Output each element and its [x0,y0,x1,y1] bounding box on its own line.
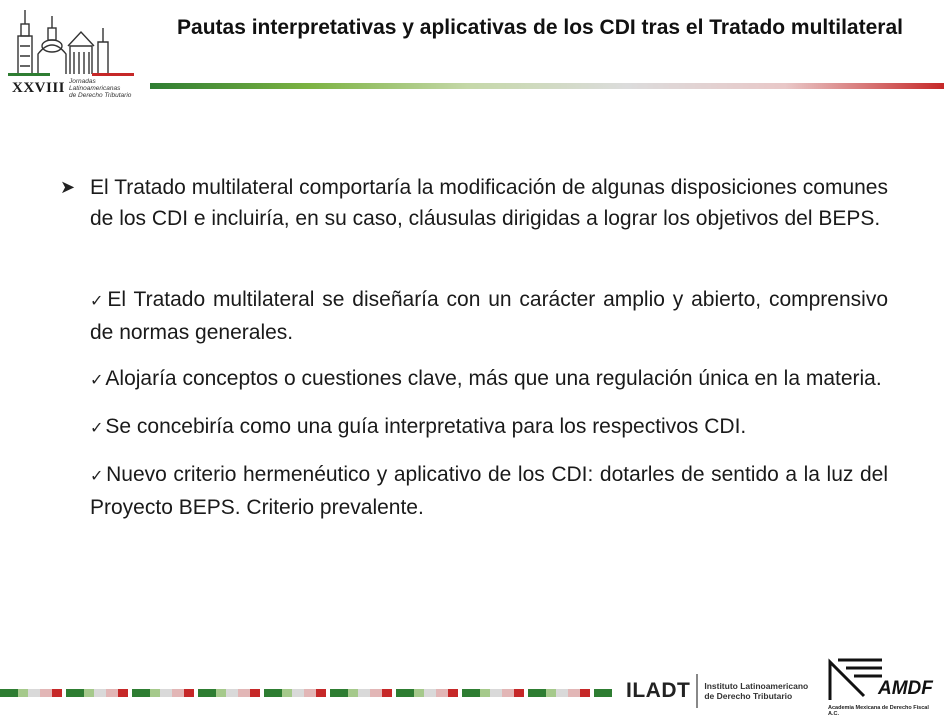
subpoint [90,284,888,348]
iladt-logo [626,674,808,708]
subpoint-text: El Tratado multilateral se diseñaría con un carácter amplio y abierto, comprensivo de normas generales. [90,288,889,344]
iladt-separator [696,674,698,708]
amdf-emblem-icon [824,656,884,704]
subpoint [90,411,888,444]
logo-caption [12,78,142,98]
subpoint-list [60,284,888,523]
slide-title: Pautas interpretativas y aplicativas de los CDI tras el Tratado multilateral [177,16,903,39]
slide-body [60,172,888,538]
subpoint-text: Nuevo criterio hermenéutico y aplicativo de los CDI: dotarles de sentido a la luz del Proyecto BEPS. Criterio prevalente. [90,463,888,519]
iladt-line-1: Instituto Latinoamericano [704,681,809,691]
monuments-illustration [8,6,138,78]
logo-roman-numeral: XXVIII [12,79,66,96]
amdf-subtitle: Academia Mexicana de Derecho Fiscal A.C. [828,705,929,717]
subpoint [90,363,888,396]
lead-text: El Tratado multilateral comportaría la modificación de algunas disposiciones comunes de los CDI e incluiría, en su caso, cláusulas dirigidas a lograr los objetivos del BEPS. [90,176,888,230]
header-divider [150,83,944,89]
iladt-subtitle [704,681,808,701]
checkmark-icon: ✓ [90,420,104,437]
arrow-bullet-icon: ➤ [60,177,76,197]
checkmark-icon: ✓ [90,293,106,310]
checkmark-icon: ✓ [90,468,105,485]
logo-line-1: Jornadas Latinoamericanas [69,77,121,92]
logo-subtitle [69,78,142,99]
subpoint [90,459,888,523]
logo-line-2: de Derecho Tributario [69,91,132,99]
footer-divider [0,689,612,697]
amdf-name: AMDF [878,678,933,699]
lead-bullet [60,172,888,234]
iladt-line-2: de Derecho Tributario [704,691,793,701]
subpoint-text: Alojaría conceptos o cuestiones clave, más que una regulación única en la materia. [105,367,882,390]
amdf-logo [822,656,938,716]
checkmark-icon: ✓ [90,372,104,389]
iladt-name: ILADT [626,679,691,702]
subpoint-text: Se concebiría como una guía interpretativa para los respectivos CDI. [105,415,747,438]
jornadas-logo [8,6,138,98]
